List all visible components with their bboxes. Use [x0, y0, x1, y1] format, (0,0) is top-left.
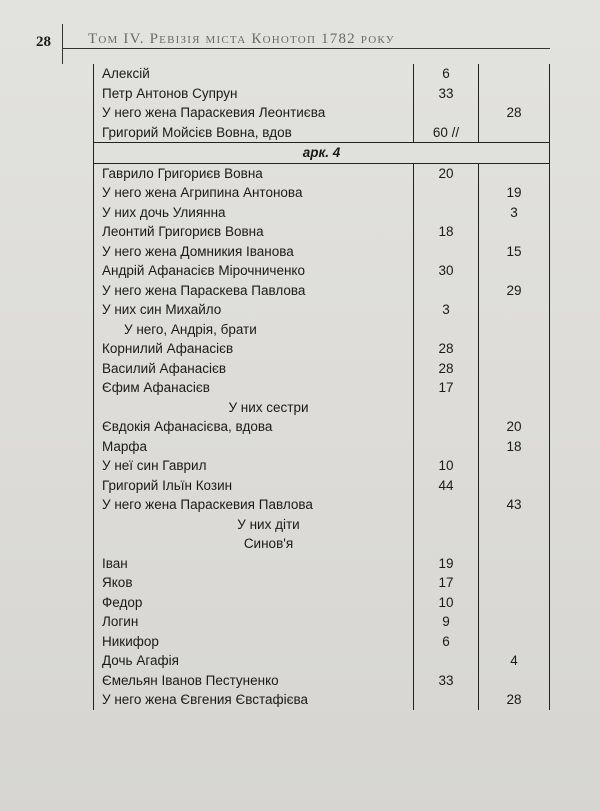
person-name: У них дочь Улиянна: [94, 203, 414, 223]
female-age-cell: [479, 671, 550, 691]
running-title: Том IV. Ревізія міста Конотоп 1782 року: [88, 31, 395, 47]
female-age-cell: 28: [479, 103, 550, 123]
header-divider-vertical: [62, 24, 63, 64]
male-age-cell: 18: [413, 222, 478, 242]
female-age-cell: [479, 593, 550, 613]
page-number: 28: [36, 34, 51, 50]
table-row: [94, 261, 550, 281]
male-age-cell: 10: [413, 456, 478, 476]
table-row: [94, 573, 550, 593]
male-age-cell: 19: [413, 554, 478, 574]
person-name: Іван: [94, 554, 414, 574]
female-age-cell: [479, 84, 550, 104]
table-row: [94, 339, 550, 359]
female-age-cell: [479, 339, 550, 359]
male-age-cell: [413, 417, 478, 437]
person-name: У неї син Гаврил: [94, 456, 414, 476]
female-age-cell: 15: [479, 242, 550, 262]
person-name: Корнилий Афанасієв: [94, 339, 414, 359]
male-age-cell: 30: [413, 261, 478, 281]
male-age-cell: 17: [413, 573, 478, 593]
male-age-cell: [413, 690, 478, 710]
folio-marker: арк. 4: [94, 143, 550, 164]
female-age-cell: 43: [479, 495, 550, 515]
group-heading-row: [94, 398, 550, 418]
female-age-cell: [479, 123, 550, 143]
female-age-cell: [479, 378, 550, 398]
group-heading-row: [94, 515, 550, 535]
female-age-cell: [479, 612, 550, 632]
table-row: [94, 242, 550, 262]
female-age-cell: 20: [479, 417, 550, 437]
table-row: [94, 456, 550, 476]
person-name: Алексій: [94, 64, 414, 84]
table-row: [94, 612, 550, 632]
person-name: Марфа: [94, 437, 414, 457]
male-age-cell: [413, 515, 478, 535]
male-age-cell: 3: [413, 300, 478, 320]
table-row: [94, 103, 550, 123]
folio-marker-row: [94, 143, 550, 164]
male-age-cell: [413, 203, 478, 223]
person-name: Андрій Афанасієв Мірочниченко: [94, 261, 414, 281]
group-heading: У них діти: [94, 515, 414, 535]
group-heading-row: [94, 320, 550, 340]
table-row: [94, 651, 550, 671]
male-age-cell: 9: [413, 612, 478, 632]
female-age-cell: 29: [479, 281, 550, 301]
male-age-cell: 10: [413, 593, 478, 613]
header-divider-horizontal: [62, 48, 550, 49]
table-row: [94, 123, 550, 143]
female-age-cell: [479, 300, 550, 320]
female-age-cell: 4: [479, 651, 550, 671]
table-row: [94, 84, 550, 104]
table-row: [94, 300, 550, 320]
female-age-cell: [479, 632, 550, 652]
female-age-cell: [479, 398, 550, 418]
person-name: У него жена Параскевия Леонтиєва: [94, 103, 414, 123]
table-row: [94, 163, 550, 183]
person-name: Петр Антонов Супрун: [94, 84, 414, 104]
group-heading: У них сестри: [94, 398, 414, 418]
person-name: У него жена Домникия Іванова: [94, 242, 414, 262]
person-name: Григорий Ільїн Козин: [94, 476, 414, 496]
female-age-cell: [479, 456, 550, 476]
group-heading-row: [94, 534, 550, 554]
person-name: Яков: [94, 573, 414, 593]
male-age-cell: 44: [413, 476, 478, 496]
table-row: [94, 359, 550, 379]
male-age-cell: [413, 398, 478, 418]
person-name: Логин: [94, 612, 414, 632]
female-age-cell: [479, 534, 550, 554]
female-age-cell: 18: [479, 437, 550, 457]
group-heading: У него, Андрія, брати: [94, 320, 414, 340]
female-age-cell: [479, 320, 550, 340]
person-name: Євдокія Афанасієва, вдова: [94, 417, 414, 437]
table-row: [94, 554, 550, 574]
table-row: [94, 281, 550, 301]
table-row: [94, 671, 550, 691]
person-name: Василий Афанасієв: [94, 359, 414, 379]
person-name: Ємельян Іванов Пестуненко: [94, 671, 414, 691]
group-heading: Синов'я: [94, 534, 414, 554]
male-age-cell: 28: [413, 359, 478, 379]
male-age-cell: 28: [413, 339, 478, 359]
table-row: [94, 203, 550, 223]
person-name: Дочь Агафія: [94, 651, 414, 671]
male-age-cell: 6: [413, 64, 478, 84]
male-age-cell: 33: [413, 671, 478, 691]
male-age-cell: 17: [413, 378, 478, 398]
census-table: [93, 64, 550, 710]
female-age-cell: [479, 359, 550, 379]
male-age-cell: [413, 437, 478, 457]
male-age-cell: 33: [413, 84, 478, 104]
table-row: [94, 593, 550, 613]
male-age-cell: [413, 651, 478, 671]
female-age-cell: [479, 64, 550, 84]
male-age-cell: 6: [413, 632, 478, 652]
male-age-cell: 20: [413, 163, 478, 183]
male-age-cell: [413, 534, 478, 554]
female-age-cell: [479, 573, 550, 593]
person-name: Григорий Мойсієв Вовна, вдов: [94, 123, 414, 143]
table-row: [94, 437, 550, 457]
person-name: Леонтий Григориєв Вовна: [94, 222, 414, 242]
person-name: Гаврило Григориєв Вовна: [94, 163, 414, 183]
table-row: [94, 378, 550, 398]
table-row: [94, 222, 550, 242]
census-table-body: [94, 64, 550, 710]
person-name: У него жена Євгения Євстафієва: [94, 690, 414, 710]
male-age-cell: 60 //: [413, 123, 478, 143]
female-age-cell: [479, 476, 550, 496]
female-age-cell: 19: [479, 183, 550, 203]
male-age-cell: [413, 495, 478, 515]
male-age-cell: [413, 103, 478, 123]
table-row: [94, 64, 550, 84]
table-row: [94, 690, 550, 710]
person-name: У них син Михайло: [94, 300, 414, 320]
female-age-cell: [479, 515, 550, 535]
person-name: У него жена Агрипина Антонова: [94, 183, 414, 203]
person-name: Никифор: [94, 632, 414, 652]
table-row: [94, 495, 550, 515]
person-name: Єфим Афанасієв: [94, 378, 414, 398]
male-age-cell: [413, 183, 478, 203]
male-age-cell: [413, 320, 478, 340]
female-age-cell: [479, 163, 550, 183]
table-row: [94, 183, 550, 203]
person-name: Федор: [94, 593, 414, 613]
female-age-cell: [479, 554, 550, 574]
person-name: У него жена Параскева Павлова: [94, 281, 414, 301]
male-age-cell: [413, 281, 478, 301]
female-age-cell: 28: [479, 690, 550, 710]
table-row: [94, 476, 550, 496]
female-age-cell: 3: [479, 203, 550, 223]
female-age-cell: [479, 261, 550, 281]
male-age-cell: [413, 242, 478, 262]
table-row: [94, 632, 550, 652]
person-name: У него жена Параскевия Павлова: [94, 495, 414, 515]
female-age-cell: [479, 222, 550, 242]
table-row: [94, 417, 550, 437]
